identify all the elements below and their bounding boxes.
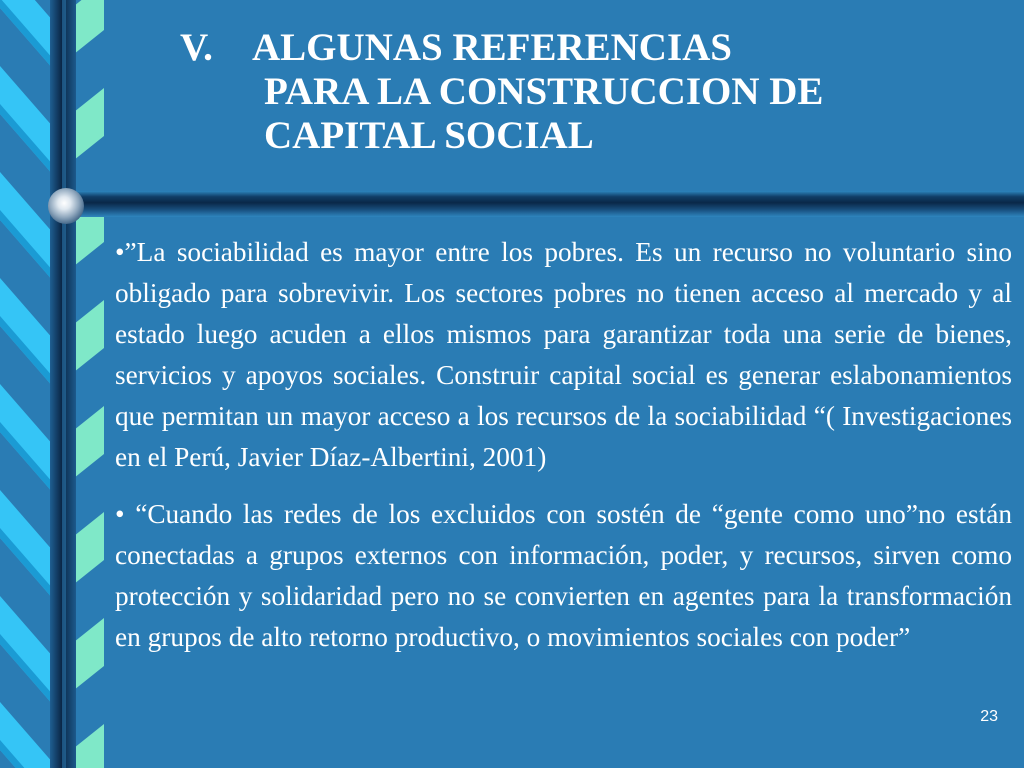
title-section-number: V.: [180, 26, 213, 69]
decorative-ribbon-column: [0, 0, 112, 768]
slide-title: [180, 26, 1000, 158]
slide-body: [115, 232, 1012, 658]
title-line-1: ALGUNAS REFERENCIAS: [252, 26, 732, 69]
title-line-3: CAPITAL SOCIAL: [264, 114, 594, 157]
title-divider-bar: [60, 191, 1024, 217]
bullet-paragraph-1: •”La sociabilidad es mayor entre los pobres. Es un recurso no voluntario sino obligado para sobrevivir. Los sectores pobres no tienen acceso al mercado y al estado luego acuden a ellos mismos para garantizar toda una serie de bienes, servicios y apoyos sociales. Construir capital social es generar eslabonamientos que permitan un mayor acceso a los recursos de la sociabilidad “( Investigaciones en el Perú, Javier Díaz-Albertini, 2001): [115, 237, 1012, 472]
page-number: 23: [980, 708, 998, 725]
title-line-2: PARA LA CONSTRUCCION DE: [264, 70, 824, 113]
divider-knob: [48, 188, 84, 224]
bullet-paragraph-2: • “Cuando las redes de los excluidos con sostén de “gente como uno”no están conectadas a grupos externos con información, poder, y recursos, sirven como protección y solidaridad pero no se convierten en agentes para la transformación en grupos de alto retorno productivo, o movimientos sociales con poder”: [115, 499, 1012, 652]
